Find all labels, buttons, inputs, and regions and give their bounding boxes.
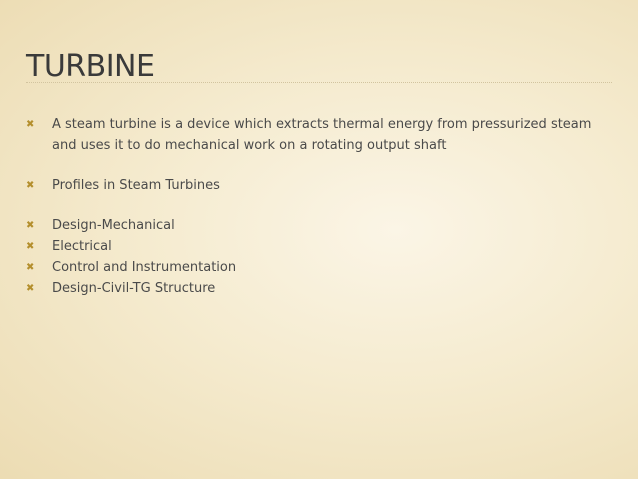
bullet-text: Design-Civil-TG Structure (52, 281, 216, 296)
bullet-item (26, 257, 612, 278)
x-bullet-icon: ✖ (26, 220, 35, 231)
bullet-text: A steam turbine is a device which extracts thermal energy from pressurized steam and uses it to do mechanical work on a rotating output shaft (52, 117, 592, 153)
x-bullet-icon: ✖ (26, 241, 35, 252)
bullet-item (26, 114, 612, 156)
x-bullet-icon: ✖ (26, 119, 35, 130)
bullet-item (26, 278, 612, 299)
bullet-text: Design-Mechanical (52, 218, 175, 233)
bullet-item (26, 236, 612, 257)
bullet-text: Profiles in Steam Turbines (52, 178, 220, 193)
x-bullet-icon: ✖ (26, 180, 35, 191)
slide-title: TURBINE (26, 49, 155, 84)
title-divider (26, 82, 612, 83)
bullet-text: Control and Instrumentation (52, 260, 237, 275)
bullet-list (26, 114, 612, 299)
bullet-text: Electrical (52, 239, 112, 254)
x-bullet-icon: ✖ (26, 262, 35, 273)
x-bullet-icon: ✖ (26, 283, 35, 294)
bullet-item (26, 175, 612, 196)
bullet-item (26, 215, 612, 236)
